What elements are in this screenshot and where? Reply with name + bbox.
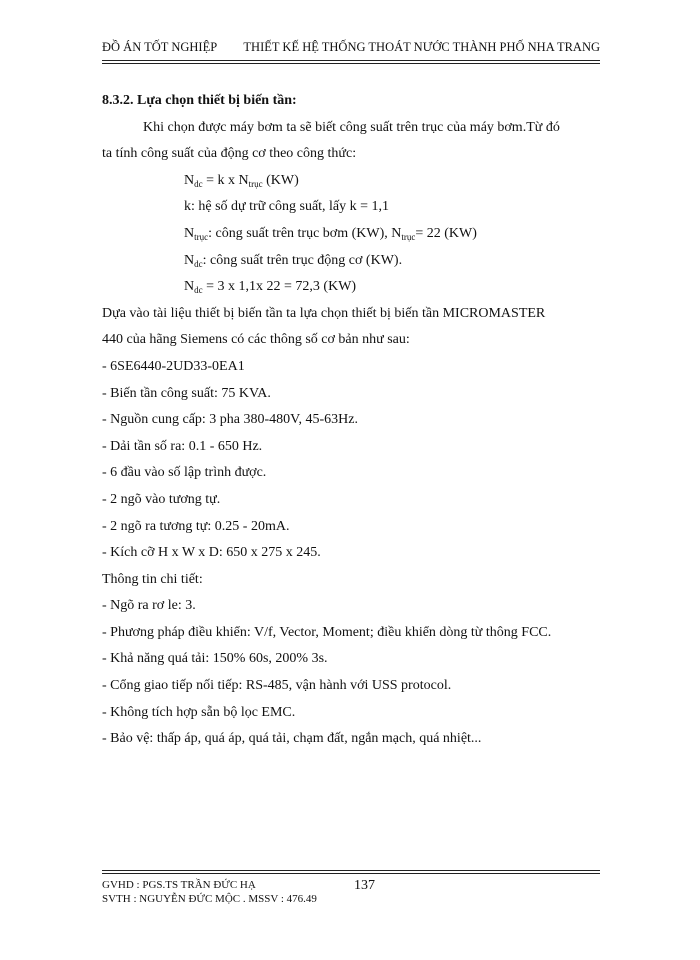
header-rule-top xyxy=(102,60,600,61)
formula-k: k: hệ số dự trữ công suất, lấy k = 1,1 xyxy=(184,199,390,215)
formula-ndc-def: $N_{dc}$: công suất trên trục động cơ (KW). xyxy=(184,252,403,269)
footer-supervisor: GVHD : PGS.TS TRẦN ĐỨC HẠ xyxy=(102,879,256,891)
detail-item: - Cổng giao tiếp nối tiếp: RS-485, vận hành với USS protocol. xyxy=(102,678,452,694)
detail-item: - Khả năng quá tải: 150% 60s, 200% 3s. xyxy=(102,651,328,667)
detail-item: - Bảo vệ: thấp áp, quá áp, quá tải, chạm đất, ngắn mạch, quá nhiệt... xyxy=(102,731,482,747)
detail-item: - Phương pháp điều khiển: V/f, Vector, Moment; điều khiển dòng từ thông FCC. xyxy=(102,624,552,640)
spec-item: - Kích cỡ H x W x D: 650 x 275 x 245. xyxy=(102,545,321,561)
page-number: 137 xyxy=(354,878,375,893)
footer-rule-top xyxy=(102,870,600,871)
formula-ndc: $N_{dc} = k$ x $N_{trục}$ (KW) xyxy=(184,172,299,189)
formula-ntruc: $N_{trục}$: công suất trên trục bơm (KW), $N_{trục}= 22$ (KW) xyxy=(184,225,477,242)
header-left: ĐỒ ÁN TỐT NGHIỆP xyxy=(102,40,218,54)
document-body xyxy=(102,88,612,753)
header-rule-bottom xyxy=(102,63,600,64)
section-heading: 8.3.2. Lựa chọn thiết bị biến tần: xyxy=(102,93,297,108)
formula-ndc-result: $N_{dc} = 3$ x 1,1x 22 = 72,3 (KW) xyxy=(184,279,357,296)
intro-line-2: ta tính công suất của động cơ theo công thức: xyxy=(102,146,357,162)
spec-item: - Dải tần số ra: 0.1 - 650 Hz. xyxy=(102,438,263,454)
paragraph-line-2: 440 của hãng Siemens có các thông số cơ bản như sau: xyxy=(102,332,410,348)
footer-student: SVTH : NGUYỄN ĐỨC MỘC . MSSV : 476.49 xyxy=(102,893,317,905)
detail-item: - Không tích hợp sẵn bộ lọc EMC. xyxy=(102,704,296,720)
footer-rule-bottom xyxy=(102,873,600,874)
spec-item: - 6 đầu vào số lập trình được. xyxy=(102,465,267,481)
detail-item: - Ngõ ra rơ le: 3. xyxy=(102,598,196,614)
spec-item: - 2 ngõ ra tương tự: 0.25 - 20mA. xyxy=(102,518,290,534)
spec-item: - Biến tần công suất: 75 KVA. xyxy=(102,385,271,401)
spec-item: - 2 ngõ vào tương tự. xyxy=(102,491,221,507)
intro-line-1: Khi chọn được máy bơm ta sẽ biết công suất trên trục của máy bơm.Từ đó xyxy=(143,119,560,135)
paragraph-line-1: Dựa vào tài liệu thiết bị biến tần ta lựa chọn thiết bị biến tần MICROMASTER xyxy=(102,305,546,321)
page-footer xyxy=(102,878,600,906)
header-right: THIẾT KẾ HỆ THỐNG THOÁT NƯỚC THÀNH PHỐ NHA TRANG xyxy=(243,40,600,54)
spec-item: - Nguồn cung cấp: 3 pha 380-480V, 45-63Hz. xyxy=(102,412,358,428)
details-title: Thông tin chi tiết: xyxy=(102,571,203,587)
spec-item: - 6SE6440-2UD33-0EA1 xyxy=(102,358,245,374)
